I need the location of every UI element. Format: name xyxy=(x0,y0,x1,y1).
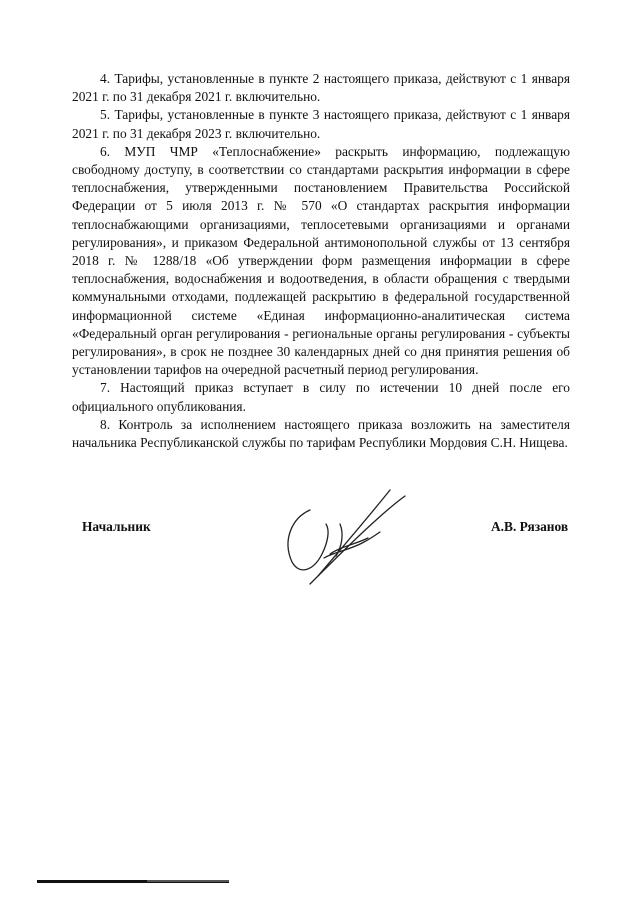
paragraph-6: 6. МУП ЧМР «Теплоснабжение» раскрыть информацию, подлежащую свободному доступу, в соответствии со стандартами раскрытия информации в сфере теплоснабжения, утвержденными постановлением Правительства Российской Федерации от 5 июля 2013 г. № 570 «О стандартах раскрытия информации теплоснабжающими организациями, теплосетевыми организациями и органами регулирования», и приказом Федеральной антимонопольной службы от 13 сентября 2018 г. № 1288/18 «Об утверждении форм размещения информации в сфере теплоснабжения, водоснабжения и водоотведения, в области обращения с твердыми коммунальными отходами, подлежащей раскрытию в федеральной государственной информационной системе «Единая информационно-аналитическая система «Федеральный орган регулирования - региональные органы регулирования - субъекты регулирования», в срок не позднее 30 календарных дней со дня принятия решения об установлении тарифов на очередной расчетный период регулирования. xyxy=(72,143,570,378)
signatory-name: А.В. Рязанов xyxy=(491,519,569,534)
paragraph-8: 8. Контроль за исполнением настоящего приказа возложить на заместителя начальника Республиканской службы по тарифам Республики Мордовия С.Н. Нищева. xyxy=(72,416,570,451)
position-title: Начальник xyxy=(82,519,151,534)
paragraph-7: 7. Настоящий приказ вступает в силу по истечении 10 дней после его официального опубликования. xyxy=(72,380,570,414)
handwritten-signature xyxy=(270,484,440,594)
footer-line xyxy=(37,880,229,883)
order-body xyxy=(72,70,570,452)
paragraph-5: 5. Тарифы, установленные в пункте 3 настоящего приказа, действуют с 1 января 2021 г. по 31 декабря 2023 г. включительно. xyxy=(72,107,570,141)
paragraph-4: 4. Тарифы, установленные в пункте 2 настоящего приказа, действуют с 1 января 2021 г. по 31 декабря 2021 г. включительно. xyxy=(72,71,570,105)
